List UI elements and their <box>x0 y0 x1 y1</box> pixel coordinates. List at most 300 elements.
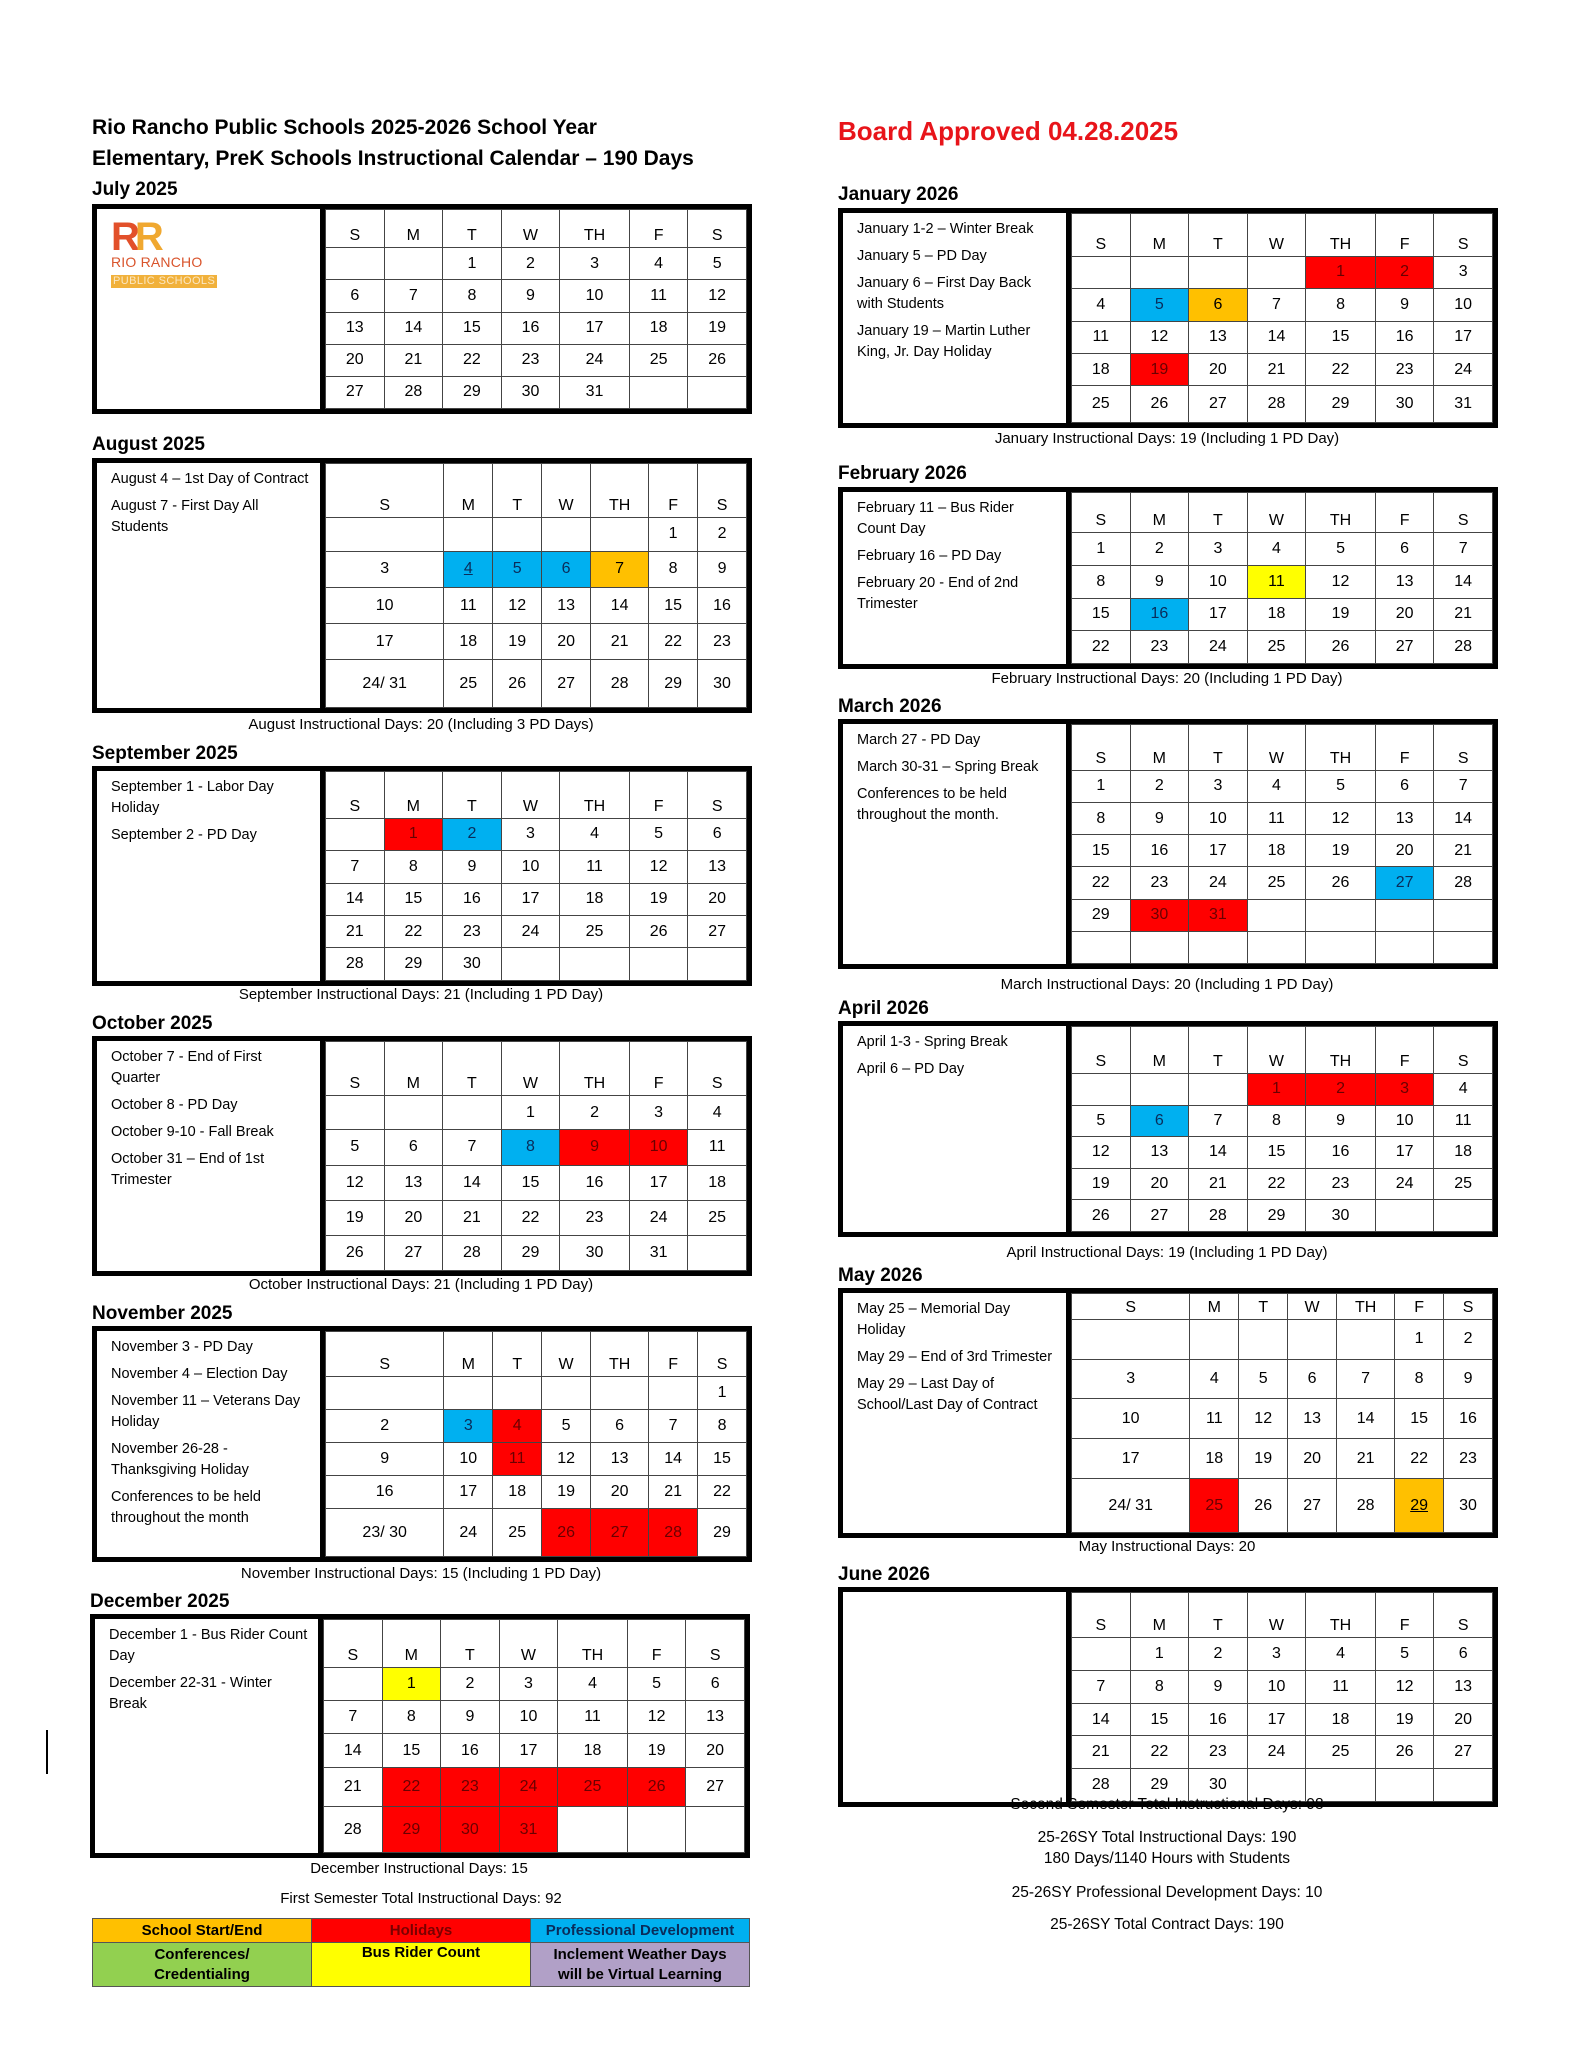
weekday-header: F <box>1375 214 1434 257</box>
month-note: November 4 – Election Day <box>111 1366 288 1382</box>
day-cell: 20 <box>326 344 385 376</box>
empty-day-cell <box>1072 1073 1131 1105</box>
day-cell: 4 <box>1434 1073 1493 1105</box>
day-cell: 14 <box>384 312 443 344</box>
week-row <box>1072 835 1493 867</box>
day-cell: 2 <box>1189 1638 1248 1671</box>
day-cell: 30 <box>1306 1200 1376 1232</box>
day-cell: 12 <box>688 280 747 312</box>
month-note: Conferences to be held throughout the month. <box>857 786 1007 823</box>
week-row <box>326 1443 747 1476</box>
week-row <box>1072 1736 1493 1769</box>
week-row <box>326 1377 747 1410</box>
weekday-header: W <box>1247 493 1306 533</box>
day-cell: 26 <box>627 1767 686 1807</box>
day-cell: 27 <box>1189 386 1248 423</box>
empty-day-cell <box>384 248 443 280</box>
week-row <box>1072 1137 1493 1169</box>
month-note: September 2 - PD Day <box>111 827 257 843</box>
day-cell: 2 <box>1130 770 1189 802</box>
empty-day-cell <box>1375 931 1434 963</box>
day-cell: 4 <box>560 818 630 850</box>
month-title-april-2026: April 2026 <box>838 998 929 1019</box>
week-row <box>1072 631 1493 664</box>
month-calendar-december-2025 <box>90 1614 750 1858</box>
week-row <box>1072 1703 1493 1736</box>
month-note: May 29 – End of 3rd Trimester <box>857 1349 1053 1365</box>
day-cell: 28 <box>1072 1769 1131 1802</box>
weekday-header: S <box>326 772 385 819</box>
day-cell: 25 <box>560 916 630 948</box>
empty-day-cell <box>591 1377 649 1410</box>
day-cell: 19 <box>688 312 747 344</box>
day-cell: 5 <box>1306 533 1376 566</box>
month-note: October 31 – End of 1st Trimester <box>111 1151 265 1188</box>
day-cell: 19 <box>1306 598 1376 631</box>
day-cell: 8 <box>443 280 502 312</box>
day-cell: 18 <box>1434 1137 1493 1169</box>
day-cell: 11 <box>1247 802 1306 834</box>
month-summary-october-2025: October Instructional Days: 21 (Including 1 PD Day) <box>248 1276 594 1293</box>
month-notes <box>97 463 325 708</box>
day-cell: 7 <box>1072 1670 1131 1703</box>
day-cell: 22 <box>384 916 443 948</box>
day-cell: 30 <box>443 948 502 981</box>
week-row <box>326 1096 747 1130</box>
month-note: October 8 - PD Day <box>111 1097 238 1113</box>
weekday-header: T <box>1189 725 1248 771</box>
day-grid <box>1071 1026 1493 1232</box>
day-cell: 29 <box>698 1509 747 1557</box>
weekday-header: S <box>1072 493 1131 533</box>
day-cell: 12 <box>326 1165 385 1200</box>
empty-day-cell <box>326 248 385 280</box>
logo-name: RIO RANCHO <box>111 254 203 270</box>
day-cell: 7 <box>384 280 443 312</box>
day-cell: 15 <box>1247 1137 1306 1169</box>
legend-bus-rider-count: Bus Rider Count <box>312 1943 531 1987</box>
day-cell: 23 <box>698 624 747 660</box>
day-cell: 3 <box>444 1410 493 1443</box>
day-cell: 8 <box>1072 565 1131 598</box>
empty-day-cell <box>443 1096 502 1130</box>
day-cell: 20 <box>686 1734 745 1767</box>
empty-day-cell <box>493 517 542 551</box>
day-cell: 6 <box>1434 1638 1493 1671</box>
empty-day-cell <box>326 517 444 551</box>
week-row <box>1072 598 1493 631</box>
day-cell: 7 <box>324 1701 383 1734</box>
day-cell: 24 <box>1189 631 1248 664</box>
weekday-header: W <box>542 1332 591 1377</box>
day-cell: 7 <box>1434 770 1493 802</box>
day-cell: 30 <box>698 660 747 708</box>
weekday-header: TH <box>1306 493 1376 533</box>
day-cell: 31 <box>1434 386 1493 423</box>
empty-day-cell <box>1239 1319 1288 1359</box>
day-cell: 18 <box>688 1165 747 1200</box>
weekday-header: M <box>1130 214 1189 257</box>
month-notes <box>843 1026 1071 1232</box>
day-cell: 5 <box>326 1130 385 1165</box>
day-cell: 25 <box>1072 386 1131 423</box>
day-cell: 1 <box>1130 1638 1189 1671</box>
day-cell: 2 <box>441 1667 500 1700</box>
month-note: December 22-31 - Winter Break <box>109 1675 272 1712</box>
month-summary-april-2026: April Instructional Days: 19 (Including 1 PD Day) <box>1006 1244 1328 1261</box>
day-cell: 7 <box>591 551 649 587</box>
empty-day-cell <box>1434 899 1493 931</box>
month-note: January 5 – PD Day <box>857 248 987 264</box>
week-row <box>1072 386 1493 423</box>
week-row <box>1072 321 1493 353</box>
weekday-header: M <box>1130 725 1189 771</box>
day-cell: 21 <box>1247 353 1306 385</box>
day-cell: 24 <box>629 1200 688 1235</box>
weekday-header: S <box>1072 1593 1131 1638</box>
weekday-header: S <box>324 1620 383 1668</box>
month-title-june-2026: June 2026 <box>838 1564 930 1585</box>
month-calendar-january-2026 <box>838 208 1498 428</box>
day-cell: 9 <box>1444 1359 1493 1399</box>
day-cell: 29 <box>1306 386 1376 423</box>
day-cell: 2 <box>443 818 502 850</box>
day-cell: 6 <box>542 551 591 587</box>
empty-day-cell <box>326 1096 385 1130</box>
day-cell: 24 <box>1189 867 1248 899</box>
day-cell: 11 <box>1072 321 1131 353</box>
empty-day-cell <box>688 948 747 981</box>
day-cell: 10 <box>560 280 630 312</box>
day-cell: 13 <box>384 1165 443 1200</box>
week-row <box>1072 256 1493 288</box>
day-cell: 27 <box>1130 1200 1189 1232</box>
weekday-header: S <box>326 464 444 518</box>
document-title <box>92 112 694 174</box>
legend-holidays: Holidays <box>312 1919 531 1943</box>
day-cell: 10 <box>1247 1670 1306 1703</box>
empty-day-cell <box>444 517 493 551</box>
day-cell: 22 <box>698 1476 747 1509</box>
day-cell: 6 <box>688 818 747 850</box>
day-cell: 6 <box>686 1667 745 1700</box>
day-cell: 5 <box>1375 1638 1434 1671</box>
month-summary-february-2026: February Instructional Days: 20 (Including 1 PD Day) <box>991 670 1343 687</box>
day-cell: 21 <box>443 1200 502 1235</box>
day-cell: 10 <box>501 851 560 883</box>
empty-day-cell <box>324 1667 383 1700</box>
month-note: September 1 - Labor Day Holiday <box>111 779 274 816</box>
empty-day-cell <box>1306 899 1376 931</box>
weekday-header: T <box>493 1332 542 1377</box>
day-cell: 23 <box>1444 1439 1493 1479</box>
week-row <box>326 1476 747 1509</box>
day-cell: 29 <box>1130 1769 1189 1802</box>
day-cell: 26 <box>493 660 542 708</box>
month-note: December 1 - Bus Rider Count Day <box>109 1627 308 1664</box>
day-cell: 26 <box>1072 1200 1131 1232</box>
day-cell: 31 <box>629 1235 688 1270</box>
weekday-header: M <box>384 1042 443 1096</box>
day-cell: 8 <box>382 1701 441 1734</box>
day-cell: 29 <box>382 1807 441 1853</box>
day-cell: 20 <box>1130 1168 1189 1200</box>
day-cell: 23 <box>443 916 502 948</box>
pd-days-total: 25-26SY Professional Development Days: 10 <box>1011 1884 1323 1901</box>
week-row <box>324 1667 745 1700</box>
day-cell: 26 <box>1306 867 1376 899</box>
empty-day-cell <box>1247 256 1306 288</box>
month-note: October 9-10 - Fall Break <box>111 1124 274 1140</box>
day-cell: 28 <box>649 1509 698 1557</box>
hours-with-students: 180 Days/1140 Hours with Students <box>1043 1850 1291 1867</box>
month-title-november-2025: November 2025 <box>92 1303 233 1324</box>
day-cell: 20 <box>384 1200 443 1235</box>
day-cell: 17 <box>560 312 630 344</box>
day-cell: 12 <box>542 1443 591 1476</box>
day-cell: 31 <box>1189 899 1248 931</box>
day-cell: 21 <box>384 344 443 376</box>
day-cell: 24 <box>1434 353 1493 385</box>
day-cell: 10 <box>1434 289 1493 321</box>
day-grid <box>325 209 747 409</box>
board-approved-stamp: Board Approved 04.28.2025 <box>838 116 1179 146</box>
day-cell: 9 <box>1189 1670 1248 1703</box>
day-cell: 13 <box>1130 1137 1189 1169</box>
day-cell: 6 <box>1189 289 1248 321</box>
empty-day-cell <box>627 1807 686 1853</box>
weekday-header: T <box>1189 214 1248 257</box>
day-cell: 10 <box>1189 565 1248 598</box>
empty-day-cell <box>560 948 630 981</box>
day-cell: 4 <box>1247 770 1306 802</box>
weekday-header: S <box>1444 1294 1493 1320</box>
day-cell: 26 <box>629 916 688 948</box>
day-cell: 10 <box>1189 802 1248 834</box>
week-row <box>1072 1670 1493 1703</box>
day-cell: 1 <box>649 517 698 551</box>
week-row <box>1072 353 1493 385</box>
day-cell: 18 <box>1306 1703 1376 1736</box>
day-cell: 27 <box>1434 1736 1493 1769</box>
day-cell: 11 <box>558 1701 628 1734</box>
weekday-header: TH <box>560 1042 630 1096</box>
day-cell: 17 <box>444 1476 493 1509</box>
week-row <box>326 1200 747 1235</box>
day-cell: 18 <box>629 312 688 344</box>
weekday-header: W <box>1288 1294 1337 1320</box>
day-cell: 4 <box>493 1410 542 1443</box>
day-cell: 25 <box>1247 631 1306 664</box>
title-line-1: Rio Rancho Public Schools 2025-2026 School Year <box>92 116 597 139</box>
day-cell: 6 <box>384 1130 443 1165</box>
month-notes <box>843 492 1071 664</box>
weekday-header: T <box>1239 1294 1288 1320</box>
empty-day-cell <box>1072 256 1131 288</box>
day-cell: 7 <box>1247 289 1306 321</box>
weekday-header: F <box>629 1042 688 1096</box>
day-cell: 7 <box>649 1410 698 1443</box>
empty-day-cell <box>501 948 560 981</box>
month-calendar-november-2025 <box>92 1326 752 1562</box>
month-note: February 16 – PD Day <box>857 548 1002 564</box>
weekday-header: TH <box>1306 1027 1376 1074</box>
day-cell: 2 <box>501 248 560 280</box>
weekday-header: S <box>688 210 747 248</box>
day-cell: 14 <box>1434 565 1493 598</box>
day-cell: 7 <box>1434 533 1493 566</box>
weekday-header: T <box>443 210 502 248</box>
month-summary-september-2025: September Instructional Days: 21 (Including 1 PD Day) <box>238 986 604 1003</box>
month-title-january-2026: January 2026 <box>838 184 959 205</box>
day-cell: 4 <box>1072 289 1131 321</box>
day-cell: 19 <box>1130 353 1189 385</box>
day-cell: 18 <box>1072 353 1131 385</box>
day-cell: 23 <box>1130 631 1189 664</box>
rio-rancho-logo <box>111 215 310 291</box>
weekday-header: T <box>443 772 502 819</box>
month-note: October 7 - End of First Quarter <box>111 1049 262 1086</box>
day-cell: 12 <box>629 851 688 883</box>
day-cell: 3 <box>560 248 630 280</box>
week-row <box>1072 533 1493 566</box>
day-cell: 8 <box>1072 802 1131 834</box>
day-cell: 26 <box>326 1235 385 1270</box>
empty-day-cell <box>1375 899 1434 931</box>
day-cell: 6 <box>326 280 385 312</box>
empty-day-cell <box>444 1377 493 1410</box>
day-cell: 13 <box>688 851 747 883</box>
day-cell: 31 <box>499 1807 558 1853</box>
day-cell: 21 <box>326 916 385 948</box>
day-cell: 23 <box>501 344 560 376</box>
day-cell: 21 <box>1434 598 1493 631</box>
month-calendar-march-2026 <box>838 719 1498 969</box>
week-row <box>1072 899 1493 931</box>
legend-professional-development: Professional Development <box>531 1919 750 1943</box>
day-grid <box>1071 1592 1493 1802</box>
empty-day-cell <box>1288 1319 1337 1359</box>
weekday-header: S <box>326 1332 444 1377</box>
weekday-header: S <box>698 464 747 518</box>
day-cell: 17 <box>1189 835 1248 867</box>
day-cell: 19 <box>1239 1439 1288 1479</box>
day-cell: 25 <box>444 660 493 708</box>
month-summary-may-2026: May Instructional Days: 20 <box>1078 1538 1256 1555</box>
day-grid <box>1071 724 1493 964</box>
day-cell: 17 <box>1072 1439 1190 1479</box>
day-cell: 30 <box>560 1235 630 1270</box>
day-cell: 28 <box>1189 1200 1248 1232</box>
day-cell: 4 <box>444 551 493 587</box>
week-row <box>326 248 747 280</box>
month-calendar-october-2025 <box>92 1036 752 1276</box>
day-cell: 30 <box>501 376 560 408</box>
day-cell: 8 <box>501 1130 560 1165</box>
month-note: January 1-2 – Winter Break <box>857 221 1034 237</box>
weekday-header: M <box>384 772 443 819</box>
weekday-header: T <box>443 1042 502 1096</box>
week-row <box>1072 1479 1493 1533</box>
day-cell: 27 <box>1375 631 1434 664</box>
day-cell: 4 <box>1190 1359 1239 1399</box>
day-cell: 21 <box>1072 1736 1131 1769</box>
day-cell: 8 <box>698 1410 747 1443</box>
weekday-header: W <box>1247 1593 1306 1638</box>
empty-day-cell <box>1189 256 1248 288</box>
empty-day-cell <box>629 376 688 408</box>
day-cell: 4 <box>688 1096 747 1130</box>
day-cell: 16 <box>1306 1137 1376 1169</box>
weekday-header: W <box>501 772 560 819</box>
day-cell: 10 <box>629 1130 688 1165</box>
day-cell: 11 <box>444 588 493 624</box>
empty-day-cell <box>1190 1319 1239 1359</box>
day-cell: 21 <box>1189 1168 1248 1200</box>
day-cell: 25 <box>493 1509 542 1557</box>
day-grid <box>1071 492 1493 664</box>
weekday-header: W <box>501 1042 560 1096</box>
weekday-header: W <box>1247 214 1306 257</box>
empty-day-cell <box>493 1377 542 1410</box>
logo-subtitle: PUBLIC SCHOOLS <box>113 275 216 287</box>
day-cell: 13 <box>1434 1670 1493 1703</box>
day-cell: 9 <box>698 551 747 587</box>
day-cell: 14 <box>324 1734 383 1767</box>
day-cell: 23 <box>1306 1168 1376 1200</box>
week-row <box>1072 1359 1493 1399</box>
month-notes <box>843 1293 1071 1533</box>
day-cell: 9 <box>1130 565 1189 598</box>
day-cell: 30 <box>1444 1479 1493 1533</box>
day-cell: 28 <box>443 1235 502 1270</box>
day-cell: 22 <box>1072 867 1131 899</box>
weekday-header: F <box>629 210 688 248</box>
day-cell: 22 <box>1130 1736 1189 1769</box>
weekday-header: W <box>499 1620 558 1668</box>
month-title-may-2026: May 2026 <box>838 1265 923 1286</box>
day-cell: 11 <box>688 1130 747 1165</box>
day-cell: 26 <box>542 1509 591 1557</box>
day-cell: 10 <box>1375 1105 1434 1137</box>
empty-day-cell <box>1072 1319 1190 1359</box>
day-cell: 15 <box>443 312 502 344</box>
weekday-header: W <box>501 210 560 248</box>
day-cell: 23 <box>1130 867 1189 899</box>
day-cell: 18 <box>1247 598 1306 631</box>
contract-days-total: 25-26SY Total Contract Days: 190 <box>1050 1916 1284 1933</box>
day-cell: 23/ 30 <box>326 1509 444 1557</box>
month-note: March 27 - PD Day <box>857 732 981 748</box>
day-cell: 5 <box>1130 289 1189 321</box>
month-summary-november-2025: November Instructional Days: 15 (Including 1 PD Day) <box>240 1565 602 1582</box>
day-cell: 13 <box>1375 802 1434 834</box>
day-cell: 17 <box>1375 1137 1434 1169</box>
day-cell: 20 <box>1288 1439 1337 1479</box>
day-cell: 15 <box>1072 835 1131 867</box>
empty-day-cell <box>326 1377 444 1410</box>
day-cell: 21 <box>1434 835 1493 867</box>
weekday-header: S <box>326 1042 385 1096</box>
day-cell: 19 <box>1375 1703 1434 1736</box>
week-row <box>326 883 747 915</box>
day-cell: 25 <box>1247 867 1306 899</box>
day-cell: 15 <box>1072 598 1131 631</box>
day-grid <box>1071 213 1493 423</box>
day-cell: 21 <box>649 1476 698 1509</box>
day-cell: 13 <box>1189 321 1248 353</box>
day-cell: 3 <box>499 1667 558 1700</box>
